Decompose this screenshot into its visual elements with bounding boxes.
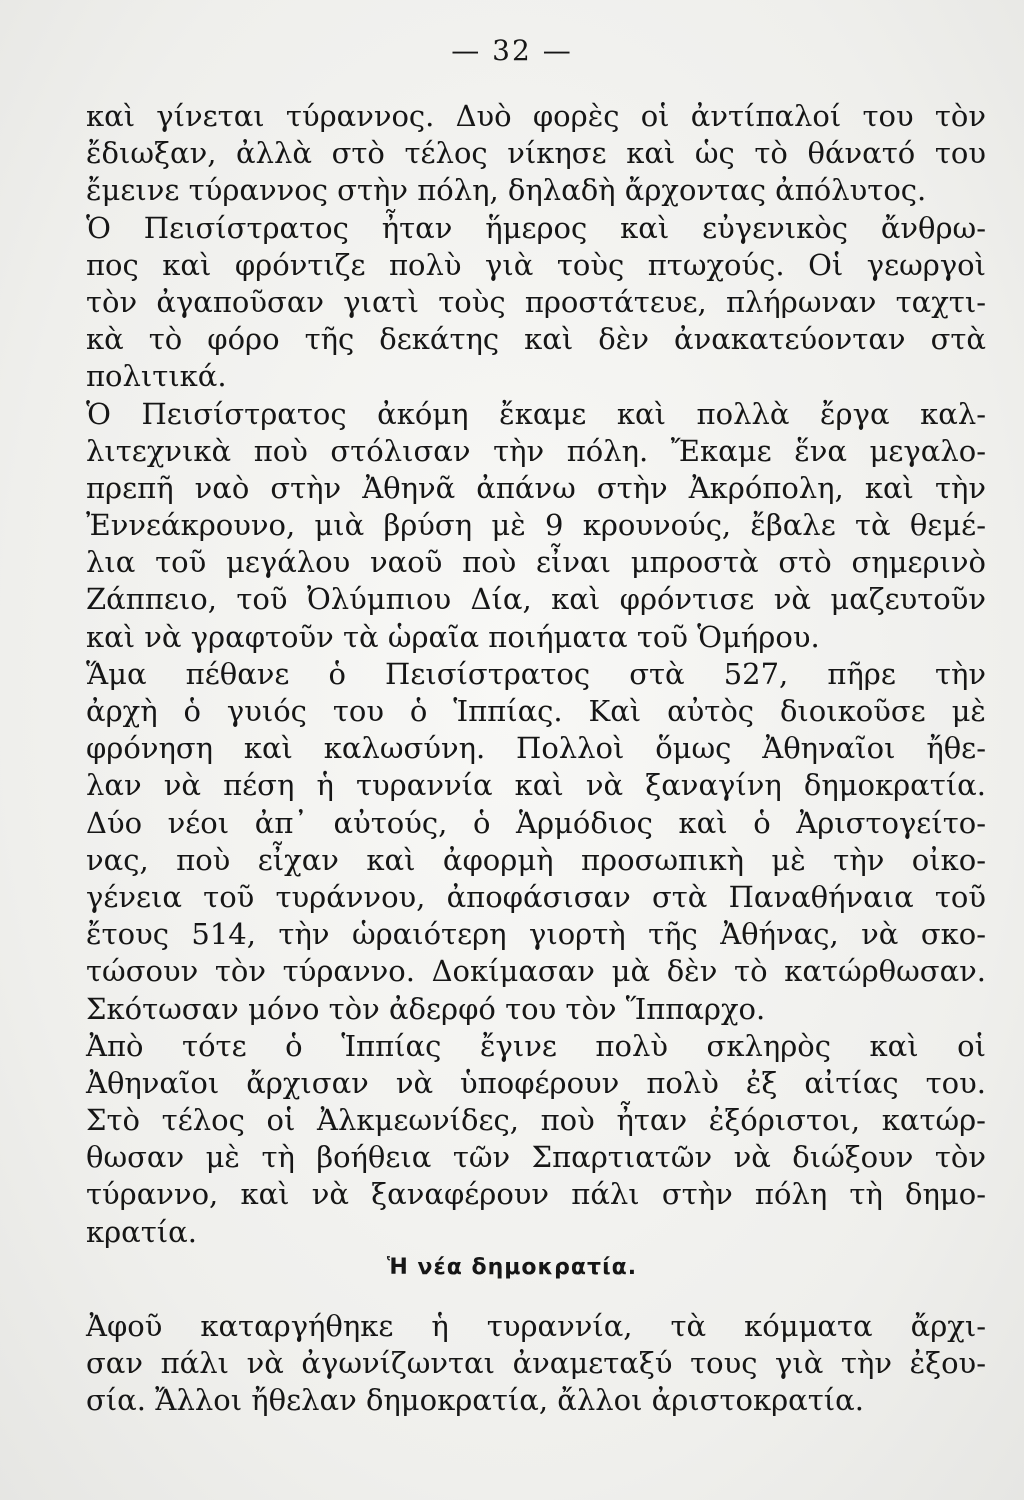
- text-line: Στὸ τέλος οἱ Ἀλκμεωνίδες, ποὺ ἦταν ἐξόριστοι, κατώρ-: [86, 1103, 986, 1138]
- section-heading: Ἡ νέα δημοκρατία.: [386, 1255, 638, 1280]
- text-line: νας, ποὺ εἶχαν καὶ ἀφορμὴ προσωπικὴ μὲ τὴν οἰκο-: [86, 842, 986, 877]
- text-line: Ἐννεάκρουνο, μιὰ βρύση μὲ 9 κρουνούς, ἔβαλε τὰ θεμέ-: [86, 508, 986, 543]
- text-line: Ὁ Πεισίστρατος ἀκόμη ἔκαμε καὶ πολλὰ ἔργα καλ-: [86, 396, 986, 431]
- text-line: Ἀφοῦ καταργήθηκε ἡ τυραννία, τὰ κόμματα ἄρχι-: [86, 1309, 986, 1343]
- body-text-after-heading: [86, 1308, 986, 1420]
- text-line: Ἅμα πέθανε ὁ Πεισίστρατος στὰ 527, πῆρε τὴν: [86, 656, 986, 691]
- text-line: τύραννο, καὶ νὰ ξαναφέρουν πάλι στὴν πόλη τὴ δημο-: [86, 1177, 986, 1212]
- text-line: ἔδιωξαν, ἀλλὰ στὸ τέλος νίκησε καὶ ὡς τὸ θάνατό του: [86, 136, 986, 171]
- text-line: Ζάππειο, τοῦ Ὀλύμπιου Δία, καὶ φρόντισε νὰ μαζευτοῦν: [86, 582, 986, 617]
- text-line: λαν νὰ πέση ἡ τυραννία καὶ νὰ ξαναγίνη δημοκρατία.: [86, 768, 986, 803]
- text-line: φρόνηση καὶ καλωσύνη. Πολλοὶ ὅμως Ἀθηναῖοι ἤθε-: [86, 731, 986, 766]
- text-line: Σκότωσαν μόνο τὸν ἀδερφό του τὸν Ἵππαρχο.: [86, 991, 766, 1026]
- page-number: — 32 —: [451, 34, 573, 67]
- text-line: λια τοῦ μεγάλου ναοῦ ποὺ εἶναι μπροστὰ στὸ σημερινὸ: [86, 545, 986, 580]
- text-line: καὶ γίνεται τύραννος. Δυὸ φορὲς οἱ ἀντίπαλοί του τὸν: [86, 99, 986, 133]
- text-line: πρεπῆ ναὸ στὴν Ἀθηνᾶ ἀπάνω στὴν Ἀκρόπολη, καὶ τὴν: [86, 470, 986, 505]
- text-line: Ἀπὸ τότε ὁ Ἱππίας ἔγινε πολὺ σκληρὸς καὶ οἱ: [86, 1028, 986, 1063]
- text-line: κὰ τὸ φόρο τῆς δεκάτης καὶ δὲν ἀνακατεύονταν στὰ: [86, 322, 986, 357]
- text-line: θωσαν μὲ τὴ βοήθεια τῶν Σπαρτιατῶν νὰ διώξουν τὸν: [86, 1140, 986, 1175]
- text-line: καὶ νὰ γραφτοῦν τὰ ὡραῖα ποιήματα τοῦ Ὁμήρου.: [86, 619, 820, 654]
- text-line: τὸν ἀγαποῦσαν γιατὶ τοὺς προστάτευε, πλήρωναν ταχτι-: [86, 284, 986, 319]
- text-line: τώσουν τὸν τύραννο. Δοκίμασαν μὰ δὲν τὸ κατώρθωσαν.: [86, 954, 986, 989]
- text-line: γένεια τοῦ τυράννου, ἀποφάσισαν στὰ Παναθήναια τοῦ: [86, 879, 986, 914]
- text-line: ἔτους 514, τὴν ὡραιότερη γιορτὴ τῆς Ἀθήνας, νὰ σκο-: [86, 917, 986, 952]
- text-line: κρατία.: [86, 1214, 197, 1249]
- text-line: ἔμεινε τύραννος στὴν πόλη, δηλαδὴ ἄρχοντας ἀπόλυτος.: [86, 173, 927, 208]
- text-line: Δύο νέοι ἀπ᾿ αὐτούς, ὁ Ἁρμόδιος καὶ ὁ Ἀριστογείτο-: [86, 805, 986, 840]
- text-line: πος καὶ φρόντιζε πολὺ γιὰ τοὺς πτωχούς. Οἱ γεωργοὶ: [86, 247, 986, 282]
- text-line: λιτεχνικὰ ποὺ στόλισαν τὴν πόλη. Ἔκαμε ἕνα μεγαλο-: [86, 433, 986, 468]
- body-text: [86, 98, 986, 1251]
- text-line: πολιτικά.: [86, 359, 227, 394]
- text-line: Ὁ Πεισίστρατος ἦταν ἥμερος καὶ εὐγενικὸς ἄνθρω-: [86, 210, 986, 245]
- text-line: Ἀθηναῖοι ἄρχισαν νὰ ὑποφέρουν πολὺ ἐξ αἰτίας του.: [86, 1065, 986, 1100]
- text-line: ἀρχὴ ὁ γυιός του ὁ Ἱππίας. Καὶ αὐτὸς διοικοῦσε μὲ: [86, 694, 986, 728]
- text-line: σία. Ἄλλοι ἤθελαν δημοκρατία, ἄλλοι ἀριστοκρατία.: [86, 1383, 864, 1418]
- text-line: σαν πάλι νὰ ἀγωνίζωνται ἀναμεταξύ τους γιὰ τὴν ἐξου-: [86, 1346, 986, 1381]
